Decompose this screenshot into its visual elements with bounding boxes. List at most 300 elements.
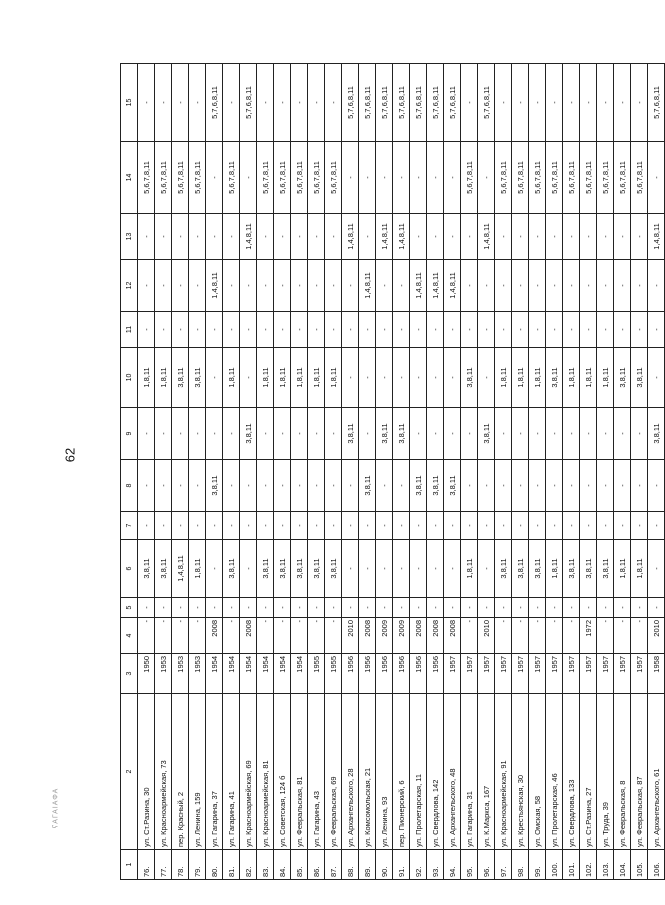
table-cell: -: [291, 260, 308, 312]
table-cell: 2008: [359, 618, 376, 654]
table-cell: -: [597, 408, 614, 460]
column-number-cell: 11: [121, 312, 138, 348]
table-cell: -: [172, 460, 189, 512]
table-cell: -: [648, 540, 665, 598]
table-cell: -: [240, 598, 257, 618]
address-cell: ул. Гагарина, 31: [461, 694, 478, 850]
table-cell: -: [359, 598, 376, 618]
page-number: 62: [62, 447, 78, 463]
table-cell: -: [342, 598, 359, 618]
table-cell: -: [393, 598, 410, 618]
column-number-cell: 12: [121, 260, 138, 312]
row-number-cell: 76.: [138, 850, 155, 880]
table-cell: 3,8,11: [206, 460, 223, 512]
table-cell: -: [563, 260, 580, 312]
table-cell: 3,8,11: [614, 348, 631, 408]
table-row: [478, 64, 495, 880]
table-cell: 5,6,7,8,11: [223, 142, 240, 214]
row-number-cell: 85.: [291, 850, 308, 880]
table-cell: -: [138, 512, 155, 540]
table-cell: -: [393, 460, 410, 512]
table-cell: 1,4,8,11: [376, 214, 393, 260]
table-cell: 5,6,7,8,11: [308, 142, 325, 214]
row-number-cell: 102.: [580, 850, 597, 880]
table-cell: 2008: [410, 618, 427, 654]
column-number-cell: 2: [121, 694, 138, 850]
table-cell: -: [580, 512, 597, 540]
table-cell: -: [427, 348, 444, 408]
table-cell: -: [461, 618, 478, 654]
table-cell: -: [631, 460, 648, 512]
table-cell: 3,8,11: [223, 540, 240, 598]
row-number-cell: 96.: [478, 850, 495, 880]
table-cell: -: [376, 598, 393, 618]
address-cell: пер. Красный, 2: [172, 694, 189, 850]
table-cell: 1,4,8,11: [427, 260, 444, 312]
row-number-cell: 87.: [325, 850, 342, 880]
table-cell: -: [257, 64, 274, 142]
table-cell: -: [257, 618, 274, 654]
column-number-cell: 7: [121, 512, 138, 540]
table-cell: 1,8,11: [308, 348, 325, 408]
table-cell: -: [393, 260, 410, 312]
table-cell: 1,8,11: [274, 348, 291, 408]
table-cell: -: [274, 460, 291, 512]
table-cell: 5,6,7,8,11: [546, 142, 563, 214]
table-cell: -: [512, 598, 529, 618]
table-cell: 3,8,11: [461, 348, 478, 408]
table-cell: -: [257, 260, 274, 312]
table-cell: -: [563, 214, 580, 260]
table-cell: -: [529, 312, 546, 348]
table-cell: -: [614, 64, 631, 142]
table-row: [614, 64, 631, 880]
table-cell: 1,8,11: [325, 348, 342, 408]
table-cell: -: [240, 540, 257, 598]
table-cell: 2008: [240, 618, 257, 654]
table-cell: 3,8,11: [529, 540, 546, 598]
table-cell: -: [410, 408, 427, 460]
table-cell: -: [546, 460, 563, 512]
table-cell: 2008: [444, 618, 461, 654]
table-cell: -: [410, 348, 427, 408]
table-row: [461, 64, 478, 880]
table-cell: 3,8,11: [427, 460, 444, 512]
table-cell: 5,7,6,8,11: [376, 64, 393, 142]
table-cell: 3,8,11: [410, 460, 427, 512]
table-cell: -: [427, 312, 444, 348]
table-cell: -: [461, 312, 478, 348]
address-cell: ул. Февральская, 81: [291, 694, 308, 850]
table-row: [563, 64, 580, 880]
table-cell: -: [172, 312, 189, 348]
table-cell: -: [393, 512, 410, 540]
table-cell: -: [325, 598, 342, 618]
table-cell: -: [427, 512, 444, 540]
table-cell: -: [206, 408, 223, 460]
table-cell: -: [495, 312, 512, 348]
table-cell: 5,6,7,8,11: [155, 142, 172, 214]
building-repair-table: [120, 63, 665, 880]
table-cell: 5,6,7,8,11: [138, 142, 155, 214]
address-cell: ул. Пролетарская, 11: [410, 694, 427, 850]
table-cell: -: [427, 408, 444, 460]
table-cell: -: [155, 512, 172, 540]
table-cell: 3,8,11: [376, 408, 393, 460]
table-cell: -: [223, 312, 240, 348]
table-cell: 1958: [648, 654, 665, 694]
row-number-cell: 93.: [427, 850, 444, 880]
table-row: [495, 64, 512, 880]
table-cell: 5,7,6,8,11: [410, 64, 427, 142]
table-cell: 1,8,11: [580, 348, 597, 408]
address-cell: ул. Красноармейская, 81: [257, 694, 274, 850]
table-cell: -: [461, 460, 478, 512]
table-cell: 1,8,11: [631, 540, 648, 598]
table-row: [529, 64, 546, 880]
table-cell: -: [563, 618, 580, 654]
table-cell: -: [495, 64, 512, 142]
table-cell: -: [138, 408, 155, 460]
column-number-cell: 8: [121, 460, 138, 512]
table-cell: -: [546, 598, 563, 618]
table-row: [631, 64, 648, 880]
table-cell: -: [172, 64, 189, 142]
row-number-cell: 82.: [240, 850, 257, 880]
table-cell: -: [308, 460, 325, 512]
table-cell: 5,6,7,8,11: [597, 142, 614, 214]
table-cell: -: [478, 312, 495, 348]
table-cell: -: [478, 540, 495, 598]
table-cell: 3,8,11: [580, 540, 597, 598]
address-cell: ул. Гагарина, 37: [206, 694, 223, 850]
table-cell: 2010: [478, 618, 495, 654]
table-cell: -: [580, 408, 597, 460]
table-cell: -: [529, 214, 546, 260]
table-cell: 3,8,11: [546, 348, 563, 408]
table-cell: -: [138, 598, 155, 618]
table-cell: -: [155, 408, 172, 460]
table-cell: 1957: [563, 654, 580, 694]
table-cell: -: [614, 460, 631, 512]
table-cell: -: [580, 312, 597, 348]
table-cell: -: [427, 142, 444, 214]
table-cell: -: [427, 598, 444, 618]
table-cell: -: [359, 512, 376, 540]
row-number-cell: 84.: [274, 850, 291, 880]
table-cell: 1,8,11: [155, 348, 172, 408]
table-cell: -: [495, 512, 512, 540]
table-cell: 1956: [342, 654, 359, 694]
table-cell: -: [614, 260, 631, 312]
table-cell: 2008: [206, 618, 223, 654]
table-cell: -: [614, 618, 631, 654]
table-cell: -: [189, 214, 206, 260]
table-cell: 3,8,11: [495, 540, 512, 598]
table-cell: -: [257, 408, 274, 460]
table-cell: 1957: [546, 654, 563, 694]
table-cell: -: [291, 512, 308, 540]
table-cell: -: [597, 598, 614, 618]
table-cell: -: [512, 312, 529, 348]
address-cell: ул. Труда, 39: [597, 694, 614, 850]
table-cell: 5,7,6,8,11: [240, 64, 257, 142]
table-cell: -: [631, 408, 648, 460]
table-cell: 5,7,6,8,11: [648, 64, 665, 142]
table-cell: -: [274, 214, 291, 260]
table-row: [257, 64, 274, 880]
row-number-cell: 80.: [206, 850, 223, 880]
address-cell: ул. Свердлова, 142: [427, 694, 444, 850]
table-cell: -: [495, 408, 512, 460]
table-cell: -: [563, 312, 580, 348]
table-cell: -: [359, 312, 376, 348]
table-cell: -: [206, 540, 223, 598]
table-cell: -: [529, 408, 546, 460]
table-cell: -: [138, 460, 155, 512]
table-cell: -: [274, 312, 291, 348]
table-cell: -: [410, 312, 427, 348]
table-cell: -: [206, 142, 223, 214]
table-cell: 1,4,8,11: [410, 260, 427, 312]
table-cell: 1956: [359, 654, 376, 694]
table-cell: -: [206, 598, 223, 618]
table-cell: -: [546, 618, 563, 654]
table-cell: 1,8,11: [461, 540, 478, 598]
address-cell: ул. Пролетарская, 46: [546, 694, 563, 850]
table-cell: 5,6,7,8,11: [614, 142, 631, 214]
table-cell: -: [563, 598, 580, 618]
table-cell: -: [359, 540, 376, 598]
table-cell: 2010: [342, 618, 359, 654]
table-cell: -: [172, 260, 189, 312]
table-cell: 1,8,11: [138, 348, 155, 408]
row-number-cell: 86.: [308, 850, 325, 880]
table-cell: -: [631, 618, 648, 654]
table-cell: -: [512, 408, 529, 460]
table-cell: -: [444, 312, 461, 348]
table-cell: -: [308, 64, 325, 142]
table-cell: -: [325, 618, 342, 654]
table-cell: -: [342, 142, 359, 214]
table-cell: -: [172, 618, 189, 654]
table-cell: -: [444, 540, 461, 598]
table-cell: -: [223, 512, 240, 540]
table-cell: 2009: [393, 618, 410, 654]
table-cell: 2009: [376, 618, 393, 654]
table-cell: 3,8,11: [597, 540, 614, 598]
table-cell: -: [648, 260, 665, 312]
address-cell: ул. Красноармейская, 91: [495, 694, 512, 850]
table-cell: -: [495, 618, 512, 654]
table-cell: 3,8,11: [274, 540, 291, 598]
table-cell: -: [189, 312, 206, 348]
table-cell: -: [546, 214, 563, 260]
table-cell: -: [529, 618, 546, 654]
table-cell: 1,4,8,11: [393, 214, 410, 260]
table-cell: 1954: [206, 654, 223, 694]
table-cell: 1956: [393, 654, 410, 694]
table-cell: -: [546, 512, 563, 540]
table-cell: -: [444, 598, 461, 618]
table-cell: -: [512, 64, 529, 142]
table-cell: -: [223, 64, 240, 142]
address-cell: ул. Комсомольская, 21: [359, 694, 376, 850]
table-cell: 1954: [291, 654, 308, 694]
table-cell: -: [274, 512, 291, 540]
table-cell: -: [461, 598, 478, 618]
table-cell: 5,6,7,8,11: [495, 142, 512, 214]
table-cell: -: [325, 408, 342, 460]
table-cell: -: [223, 598, 240, 618]
row-number-cell: 104.: [614, 850, 631, 880]
table-cell: 5,7,6,8,11: [206, 64, 223, 142]
row-number-cell: 100.: [546, 850, 563, 880]
table-cell: -: [240, 312, 257, 348]
table-cell: 1,4,8,11: [240, 214, 257, 260]
table-cell: -: [410, 512, 427, 540]
address-cell: ул. Февральская, 87: [631, 694, 648, 850]
table-cell: 1,8,11: [512, 348, 529, 408]
table-row: [325, 64, 342, 880]
table-cell: -: [274, 260, 291, 312]
table-cell: -: [597, 460, 614, 512]
table-cell: -: [444, 348, 461, 408]
table-cell: -: [240, 142, 257, 214]
table-cell: 5,6,7,8,11: [291, 142, 308, 214]
table-cell: -: [189, 460, 206, 512]
table-cell: -: [189, 64, 206, 142]
table-cell: -: [614, 512, 631, 540]
table-cell: -: [376, 348, 393, 408]
table-cell: -: [206, 312, 223, 348]
table-row: [512, 64, 529, 880]
table-cell: 1957: [597, 654, 614, 694]
table-cell: -: [478, 512, 495, 540]
table-cell: 1,4,8,11: [444, 260, 461, 312]
table-row: [206, 64, 223, 880]
table-cell: -: [410, 598, 427, 618]
row-number-cell: 78.: [172, 850, 189, 880]
table-cell: -: [376, 460, 393, 512]
table-row: [393, 64, 410, 880]
table-cell: 3,8,11: [563, 540, 580, 598]
table-cell: -: [427, 214, 444, 260]
table-cell: -: [155, 64, 172, 142]
table-cell: -: [580, 598, 597, 618]
table-row: [648, 64, 665, 880]
table-cell: -: [308, 408, 325, 460]
table-cell: -: [546, 260, 563, 312]
table-cell: -: [495, 598, 512, 618]
address-cell: ул. Февральская, 69: [325, 694, 342, 850]
table-cell: -: [308, 214, 325, 260]
table-cell: -: [155, 460, 172, 512]
table-cell: -: [410, 540, 427, 598]
row-number-cell: 81.: [223, 850, 240, 880]
table-cell: -: [563, 64, 580, 142]
table-cell: -: [444, 142, 461, 214]
table-cell: -: [257, 598, 274, 618]
table-cell: -: [325, 312, 342, 348]
table-cell: -: [461, 512, 478, 540]
table-cell: -: [546, 312, 563, 348]
address-cell: ул. Свердлова, 133: [563, 694, 580, 850]
table-cell: -: [291, 408, 308, 460]
table-cell: -: [155, 618, 172, 654]
column-number-cell: 10: [121, 348, 138, 408]
table-cell: -: [189, 618, 206, 654]
table-cell: -: [597, 618, 614, 654]
table-cell: -: [648, 312, 665, 348]
table-cell: -: [393, 142, 410, 214]
table-cell: 2008: [427, 618, 444, 654]
table-cell: -: [529, 598, 546, 618]
table-cell: -: [580, 64, 597, 142]
table-cell: 1,8,11: [614, 540, 631, 598]
table-cell: -: [291, 618, 308, 654]
table-cell: 5,6,7,8,11: [461, 142, 478, 214]
row-number-cell: 79.: [189, 850, 206, 880]
table-cell: 5,6,7,8,11: [529, 142, 546, 214]
table-cell: 1,8,11: [546, 540, 563, 598]
row-number-cell: 88.: [342, 850, 359, 880]
table-cell: -: [529, 512, 546, 540]
table-cell: -: [172, 512, 189, 540]
table-cell: -: [648, 348, 665, 408]
table-cell: 3,8,11: [240, 408, 257, 460]
table-cell: 2010: [648, 618, 665, 654]
address-cell: ул. Красноармейская, 69: [240, 694, 257, 850]
table-cell: 1957: [495, 654, 512, 694]
row-number-cell: 98.: [512, 850, 529, 880]
address-cell: ул. Архангельского, 61: [648, 694, 665, 850]
table-cell: 1,4,8,11: [648, 214, 665, 260]
table-cell: -: [529, 260, 546, 312]
table-cell: -: [597, 312, 614, 348]
table-cell: 1957: [580, 654, 597, 694]
table-cell: -: [155, 260, 172, 312]
table-cell: 1957: [614, 654, 631, 694]
data-table-rotated: [120, 63, 665, 880]
address-cell: ул. Ст.Разина, 30: [138, 694, 155, 850]
column-number-cell: 14: [121, 142, 138, 214]
table-cell: -: [325, 460, 342, 512]
table-cell: 1954: [274, 654, 291, 694]
table-cell: -: [325, 214, 342, 260]
table-cell: 1,8,11: [563, 348, 580, 408]
address-cell: ул. Красноармейская, 73: [155, 694, 172, 850]
table-row: [342, 64, 359, 880]
table-cell: 1957: [631, 654, 648, 694]
row-number-cell: 97.: [495, 850, 512, 880]
table-cell: -: [410, 214, 427, 260]
table-cell: -: [478, 260, 495, 312]
table-cell: -: [223, 260, 240, 312]
table-cell: -: [376, 540, 393, 598]
table-cell: 3,8,11: [444, 460, 461, 512]
address-cell: ул. Ст.Разина, 27: [580, 694, 597, 850]
table-cell: -: [512, 260, 529, 312]
address-cell: ул. Советская, 124 б: [274, 694, 291, 850]
table-cell: -: [444, 408, 461, 460]
table-cell: -: [529, 460, 546, 512]
table-cell: 5,6,7,8,11: [274, 142, 291, 214]
table-row: [274, 64, 291, 880]
table-cell: -: [257, 460, 274, 512]
address-cell: ул. Февральская, 8: [614, 694, 631, 850]
table-row: [172, 64, 189, 880]
